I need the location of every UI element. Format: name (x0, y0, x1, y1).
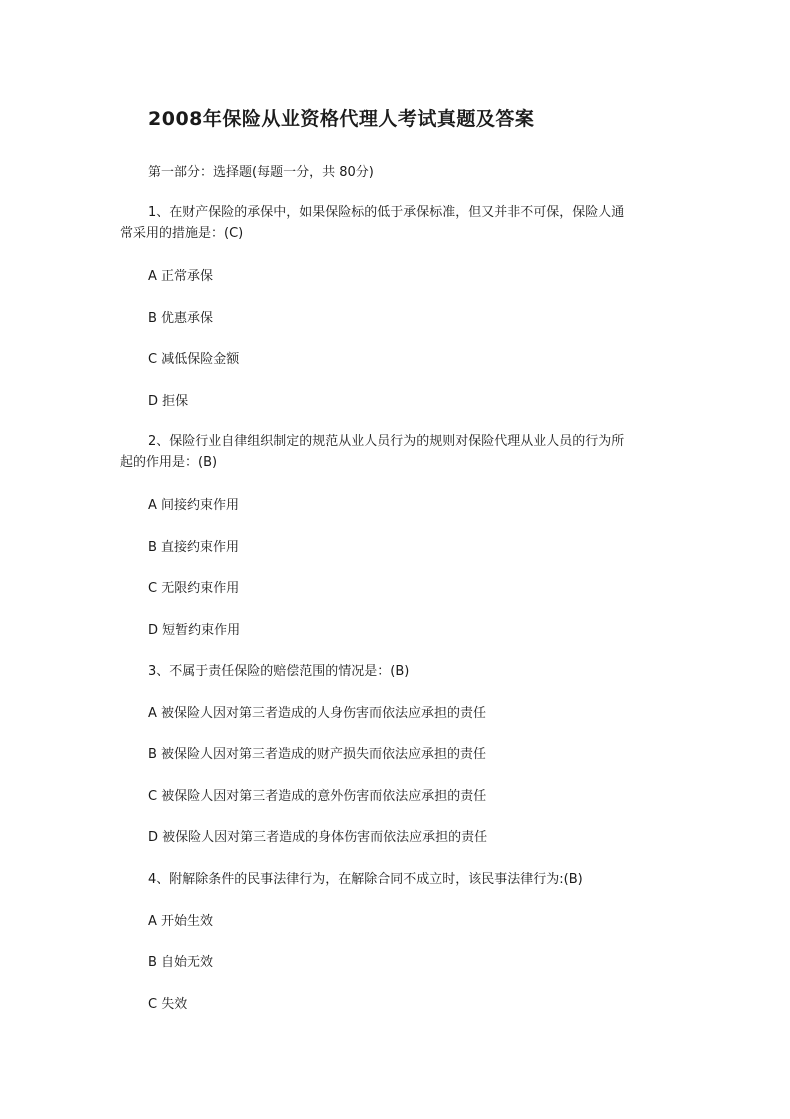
question-1-option-d: D 拒保 (148, 394, 189, 409)
question-1-option-a: A 正常承保 (148, 269, 214, 284)
question-2-line-1: 2、保险行业自律组织制定的规范从业人员行为的规则对保险代理从业人员的行为所 (148, 434, 625, 449)
question-3-option-b: B 被保险人因对第三者造成的财产损失而依法应承担的责任 (148, 747, 487, 762)
section-heading: 第一部分：选择题(每题一分，共 80分) (148, 165, 374, 180)
question-1-option-c: C 减低保险金额 (148, 352, 240, 367)
question-1-line-1: 1、在财产保险的承保中，如果保险标的低于承保标准，但又并非不可保，保险人通 (148, 205, 625, 220)
question-2-line-2: 起的作用是：(B) (120, 455, 218, 470)
document-title: 2008年保险从业资格代理人考试真题及答案 (148, 108, 535, 130)
question-3-option-c: C 被保险人因对第三者造成的意外伤害而依法应承担的责任 (148, 789, 487, 804)
question-4-option-a: A 开始生效 (148, 914, 214, 929)
question-1-line-2: 常采用的措施是：(C) (120, 226, 244, 241)
question-2-option-a: A 间接约束作用 (148, 498, 240, 513)
question-3-line-1: 3、不属于责任保险的赔偿范围的情况是：(B) (148, 664, 410, 679)
question-2-option-c: C 无限约束作用 (148, 581, 240, 596)
question-2-option-d: D 短暂约束作用 (148, 623, 241, 638)
question-2-option-b: B 直接约束作用 (148, 540, 240, 555)
question-1-option-b: B 优惠承保 (148, 311, 214, 326)
question-2 (120, 431, 665, 473)
question-4-option-c: C 失效 (148, 997, 188, 1012)
question-3-option-a: A 被保险人因对第三者造成的人身伤害而依法应承担的责任 (148, 706, 487, 721)
question-4-option-b: B 自始无效 (148, 955, 214, 970)
question-3-option-d: D 被保险人因对第三者造成的身体伤害而依法应承担的责任 (148, 830, 488, 845)
question-1 (120, 202, 665, 244)
question-4-line-1: 4、附解除条件的民事法律行为，在解除合同不成立时，该民事法律行为:(B) (148, 872, 583, 887)
